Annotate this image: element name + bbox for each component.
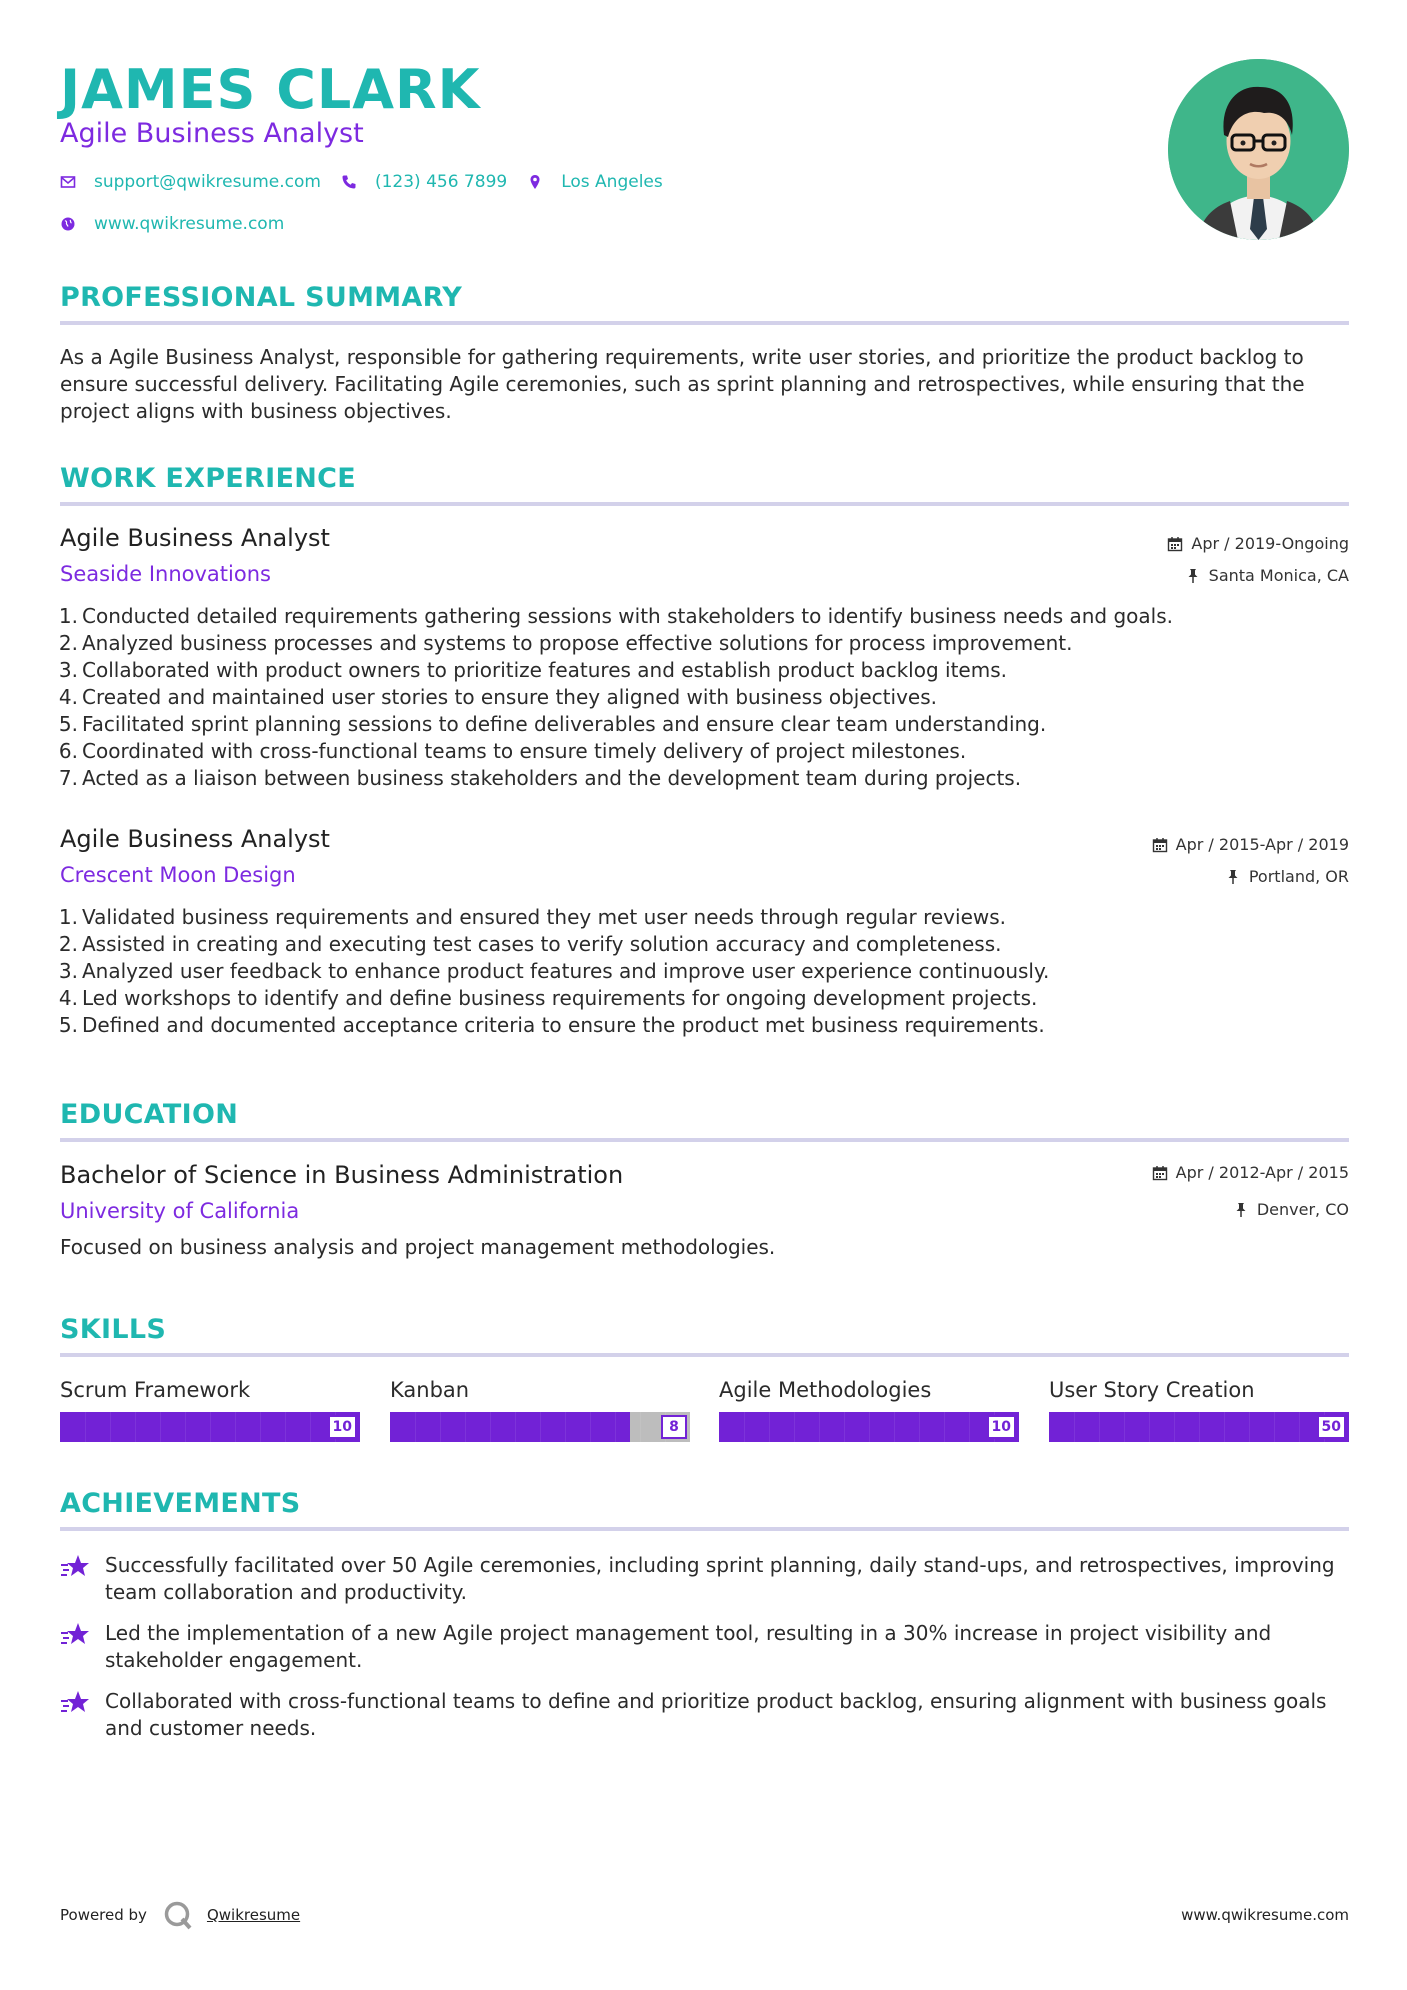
education-heading: EDUCATION	[60, 1099, 239, 1130]
skill-bar-segment	[590, 1412, 591, 1442]
phone-text: (123) 456 7899	[374, 172, 508, 192]
job-bullets	[58, 904, 1347, 1039]
skill-bar-segment	[135, 1412, 136, 1442]
skill-bar-segment	[160, 1412, 161, 1442]
skill-fill	[390, 1412, 630, 1442]
phone-icon	[341, 174, 357, 190]
shooting-star-icon	[60, 1688, 90, 1718]
skill-item	[719, 1378, 1019, 1442]
skill-bar-segment	[640, 1412, 641, 1442]
skill-bar-segment	[260, 1412, 261, 1442]
achievement-text: Collaborated with cross-functional teams to define and prioritize product backlog, ensuring alignment with business goals and customer needs.	[105, 1689, 1327, 1740]
shooting-star-icon	[60, 1552, 90, 1582]
profile-photo	[1168, 59, 1349, 240]
skill-value: 8	[661, 1415, 687, 1439]
pushpin-icon	[1225, 869, 1241, 885]
job-company: Crescent Moon Design	[60, 863, 296, 887]
candidate-role: Agile Business Analyst	[60, 118, 364, 149]
achievement-item	[60, 1688, 1349, 1742]
contact-email[interactable]	[60, 172, 321, 192]
skill-bar-segment	[844, 1412, 845, 1442]
skill-bar-segment	[565, 1412, 566, 1442]
list-item: 2. Assisted in creating and executing test cases to verify solution accuracy and completeness.	[58, 932, 1002, 956]
pushpin-icon	[1185, 568, 1201, 584]
footer-url[interactable]: www.qwikresume.com	[1181, 1906, 1349, 1924]
skill-bar-segment	[919, 1412, 920, 1442]
contact-location	[527, 172, 663, 192]
section-divider	[60, 1138, 1349, 1142]
calendar-icon	[1152, 837, 1168, 853]
education-school: University of California	[60, 1199, 300, 1223]
skill-bar-segment	[285, 1412, 286, 1442]
summary-heading: PROFESSIONAL SUMMARY	[60, 282, 463, 313]
skill-bar-segment	[210, 1412, 211, 1442]
skill-bar-segment	[615, 1412, 616, 1442]
contact-website[interactable]	[60, 214, 284, 234]
map-pin-icon	[527, 174, 543, 190]
job-location-text: Santa Monica, CA	[1208, 566, 1349, 585]
skill-bar-segment	[744, 1412, 745, 1442]
skill-bar-segment	[310, 1412, 311, 1442]
skill-bar-segment	[185, 1412, 186, 1442]
achievements-heading: ACHIEVEMENTS	[60, 1488, 301, 1519]
skill-bar-segment	[969, 1412, 970, 1442]
skill-bar-segment	[235, 1412, 236, 1442]
list-item: 3. Analyzed user feedback to enhance product features and improve user experience continuously.	[58, 959, 1050, 983]
achievement-text: Successfully facilitated over 50 Agile ceremonies, including sprint planning, daily stand-ups, and retrospectives, improving team collaboration and productivity.	[105, 1553, 1335, 1604]
education-dates	[1152, 1163, 1349, 1182]
skill-item	[60, 1378, 360, 1442]
list-item: 4. Led workshops to identify and define business requirements for ongoing development projects.	[58, 986, 1038, 1010]
section-divider	[60, 1353, 1349, 1357]
job-location-text: Portland, OR	[1248, 867, 1349, 886]
skill-name: Kanban	[390, 1378, 470, 1402]
skill-bar-segment	[440, 1412, 441, 1442]
skill-value: 50	[1317, 1415, 1346, 1439]
skills-heading: SKILLS	[60, 1314, 167, 1345]
list-item: 3. Collaborated with product owners to prioritize features and establish product backlog items.	[58, 658, 1007, 682]
skill-name: Agile Methodologies	[719, 1378, 932, 1402]
envelope-icon	[60, 174, 76, 190]
skill-bar-segment	[944, 1412, 945, 1442]
skill-bar-segment	[415, 1412, 416, 1442]
skill-item	[390, 1378, 690, 1442]
skill-bar-segment	[819, 1412, 820, 1442]
skill-bar-segment	[894, 1412, 895, 1442]
skill-bar-segment	[465, 1412, 466, 1442]
list-item: 4. Created and maintained user stories to ensure they aligned with business objectives.	[58, 685, 937, 709]
skill-bar-segment	[515, 1412, 516, 1442]
education-location	[1233, 1200, 1349, 1219]
job-company: Seaside Innovations	[60, 562, 271, 586]
list-item: 5. Facilitated sprint planning sessions to define deliverables and ensure clear team understanding.	[58, 712, 1047, 736]
education-dates-text: Apr / 2012-Apr / 2015	[1175, 1163, 1349, 1182]
education-description: Focused on business analysis and project management methodologies.	[60, 1235, 776, 1259]
contact-row-website	[60, 214, 304, 234]
brand-link[interactable]: Qwikresume	[206, 1906, 301, 1924]
summary-text: As a Agile Business Analyst, responsible for gathering requirements, write user stories, and prioritize the product backlog to ensure successful delivery. Facilitating Agile ceremonies, such as sprint planning and retrospectives, while ensuring that the project aligns with business objectives.	[60, 345, 1305, 423]
list-item: 6. Coordinated with cross-functional teams to ensure timely delivery of project milestones.	[58, 739, 967, 763]
job-bullets	[58, 603, 1347, 792]
education-degree: Bachelor of Science in Business Administration	[60, 1161, 624, 1189]
job-dates	[1152, 835, 1349, 854]
job-location	[1185, 566, 1349, 585]
skill-bar	[1049, 1412, 1349, 1442]
skill-value: 10	[328, 1415, 357, 1439]
section-divider	[60, 1527, 1349, 1531]
location-text: Los Angeles	[561, 172, 663, 192]
list-item: 2. Analyzed business processes and systems to propose effective solutions for process improvement.	[58, 631, 1073, 655]
email-text: support@qwikresume.com	[94, 172, 321, 192]
skill-bar-segment	[1074, 1412, 1075, 1442]
skill-value: 10	[987, 1415, 1016, 1439]
powered-by-label: Powered by	[60, 1906, 147, 1924]
skill-bar-segment	[1249, 1412, 1250, 1442]
list-item: 1. Validated business requirements and ensured they met user needs through regular reviews.	[58, 905, 1007, 929]
skill-bar-segment	[1299, 1412, 1300, 1442]
contact-phone[interactable]	[341, 172, 507, 192]
contact-row	[60, 172, 683, 192]
skill-bar-segment	[794, 1412, 795, 1442]
candidate-name: JAMES CLARK	[60, 58, 481, 121]
skill-name: Scrum Framework	[60, 1378, 251, 1402]
skill-bar-segment	[1274, 1412, 1275, 1442]
shooting-star-icon	[60, 1620, 90, 1650]
calendar-icon	[1167, 536, 1183, 552]
calendar-icon	[1152, 1165, 1168, 1181]
skill-bar-segment	[869, 1412, 870, 1442]
skill-bar-segment	[1099, 1412, 1100, 1442]
qwikresume-logo-icon	[163, 1900, 193, 1930]
job-dates-text: Apr / 2019-Ongoing	[1191, 534, 1349, 553]
experience-heading: WORK EXPERIENCE	[60, 463, 356, 494]
skill-name: User Story Creation	[1049, 1378, 1255, 1402]
skill-bar-segment	[490, 1412, 491, 1442]
list-item: 7. Acted as a liaison between business stakeholders and the development team during projects.	[58, 766, 1022, 790]
globe-icon	[60, 216, 76, 232]
skill-bar-segment	[1224, 1412, 1225, 1442]
skill-bar-segment	[540, 1412, 541, 1442]
achievement-item	[60, 1552, 1349, 1606]
education-location-text: Denver, CO	[1256, 1200, 1349, 1219]
skill-bar-segment	[1199, 1412, 1200, 1442]
list-item: 1. Conducted detailed requirements gathering sessions with stakeholders to identify business needs and goals.	[58, 604, 1173, 628]
skill-bar-segment	[1174, 1412, 1175, 1442]
skill-item	[1049, 1378, 1349, 1442]
footer-powered-by	[60, 1900, 300, 1930]
section-divider	[60, 502, 1349, 506]
skill-bar	[60, 1412, 360, 1442]
pushpin-icon	[1233, 1202, 1249, 1218]
job-dates	[1167, 534, 1349, 553]
skill-bar-segment	[1149, 1412, 1150, 1442]
skill-bar-segment	[1124, 1412, 1125, 1442]
section-divider	[60, 321, 1349, 325]
skill-bar-segment	[85, 1412, 86, 1442]
job-dates-text: Apr / 2015-Apr / 2019	[1175, 835, 1349, 854]
skill-bar-segment	[769, 1412, 770, 1442]
job-title: Agile Business Analyst	[60, 825, 330, 853]
skill-bar	[390, 1412, 690, 1442]
job-location	[1225, 867, 1349, 886]
achievement-item	[60, 1620, 1349, 1674]
achievement-text: Led the implementation of a new Agile project management tool, resulting in a 30% increase in project visibility and stakeholder engagement.	[105, 1621, 1272, 1672]
website-text: www.qwikresume.com	[94, 214, 285, 234]
skill-bar-segment	[110, 1412, 111, 1442]
skill-bar	[719, 1412, 1019, 1442]
job-title: Agile Business Analyst	[60, 524, 330, 552]
list-item: 5. Defined and documented acceptance criteria to ensure the product met business requirements.	[58, 1013, 1045, 1037]
